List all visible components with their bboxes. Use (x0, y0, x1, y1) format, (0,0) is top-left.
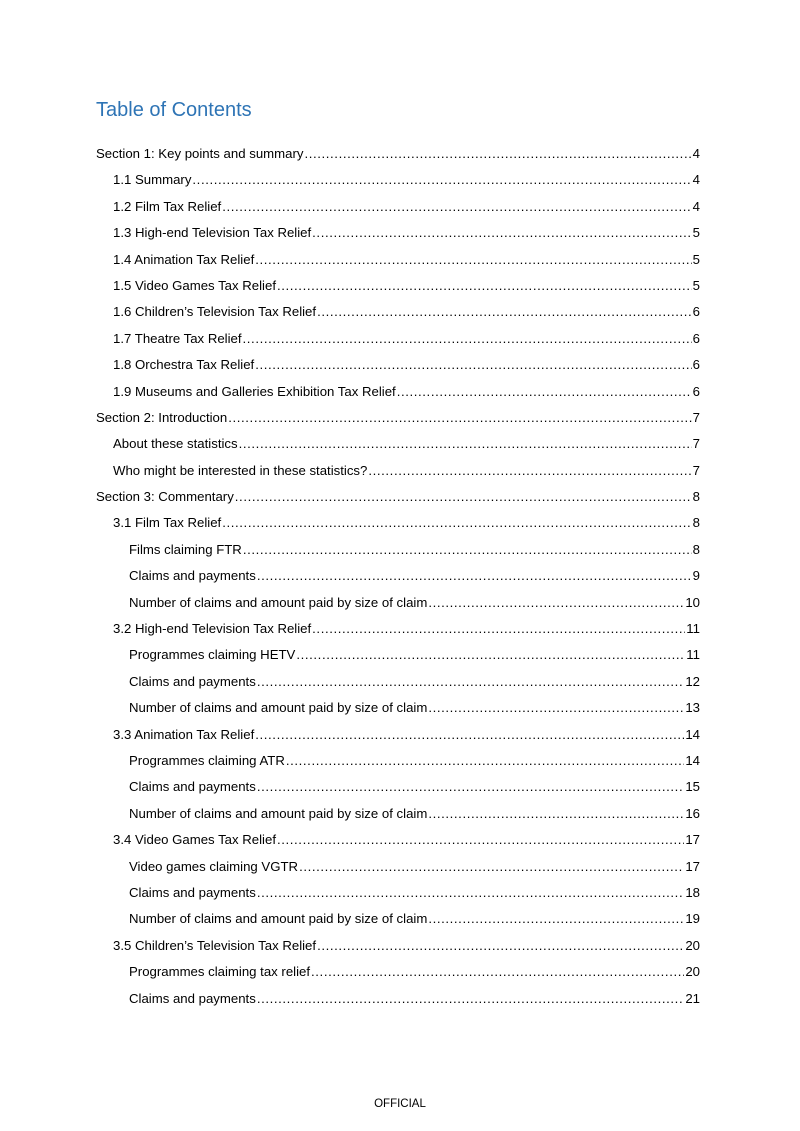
dot-leader (286, 751, 684, 771)
toc-entry[interactable] (96, 302, 700, 328)
toc-entry-page-number[interactable]: 6 (692, 304, 700, 320)
toc-entry-title[interactable]: 1.3 High-end Television Tax Relief (113, 225, 312, 241)
dot-leader (428, 909, 684, 929)
dot-leader (243, 329, 692, 349)
toc-entry-page-number[interactable]: 6 (692, 330, 700, 346)
toc-entry-title[interactable]: 1.7 Theatre Tax Relief (113, 330, 242, 346)
toc-entry-title[interactable]: 1.6 Children’s Television Tax Relief (113, 304, 317, 320)
toc-entry[interactable] (96, 725, 700, 751)
toc-entry-page-number[interactable]: 12 (685, 673, 700, 689)
dot-leader (397, 382, 692, 402)
toc-entry-page-number[interactable]: 11 (686, 647, 700, 663)
toc-entry[interactable] (96, 540, 700, 566)
toc-entry[interactable] (96, 144, 700, 170)
toc-entry-title[interactable]: Video games claiming VGTR (129, 858, 299, 874)
toc-entry-title[interactable]: 1.2 Film Tax Relief (113, 198, 222, 214)
toc-entry-title[interactable]: Programmes claiming tax relief (129, 964, 311, 980)
toc-heading: Table of Contents (96, 99, 252, 121)
toc-entry[interactable] (96, 777, 700, 803)
toc-entry[interactable] (96, 830, 700, 856)
toc-entry-title[interactable]: Programmes claiming ATR (129, 752, 285, 768)
toc-entry-title[interactable]: Section 1: Key points and summary (96, 146, 304, 161)
toc-entry[interactable] (96, 857, 700, 883)
dot-leader (317, 936, 684, 956)
dot-leader (368, 461, 691, 481)
toc-entry-page-number[interactable]: 5 (692, 251, 700, 267)
toc-entry-page-number[interactable]: 8 (692, 541, 700, 557)
footer-classification: OFFICIAL (374, 1098, 426, 1110)
toc-entry-title[interactable]: 3.5 Children’s Television Tax Relief (113, 937, 317, 953)
toc-entry-title[interactable]: 1.9 Museums and Galleries Exhibition Tax Relief (113, 383, 396, 399)
dot-leader (255, 250, 691, 270)
toc-entry[interactable] (96, 170, 700, 196)
toc-entry[interactable] (96, 250, 700, 276)
toc-entry-page-number[interactable]: 5 (692, 225, 700, 241)
toc-entry-title[interactable]: 3.3 Animation Tax Relief (113, 726, 255, 742)
toc-entry[interactable] (96, 513, 700, 539)
toc-entry[interactable] (96, 883, 700, 909)
toc-entry[interactable] (96, 382, 700, 408)
toc-entry-title[interactable]: Number of claims and amount paid by size of claim (129, 700, 428, 716)
toc-entry-page-number[interactable]: 18 (685, 884, 700, 900)
toc-entry-title[interactable]: 1.8 Orchestra Tax Relief (113, 357, 255, 373)
toc-entry[interactable] (96, 936, 700, 962)
dot-leader (243, 540, 692, 560)
dot-leader (428, 698, 684, 718)
toc-entry-page-number[interactable]: 4 (692, 146, 700, 161)
toc-entry-title[interactable]: Section 3: Commentary (96, 489, 234, 505)
toc-list (96, 144, 700, 1015)
dot-leader (257, 989, 685, 1009)
toc-entry-title[interactable]: Number of claims and amount paid by size of claim (129, 911, 428, 927)
toc-entry-page-number[interactable]: 14 (685, 726, 700, 742)
toc-entry-title[interactable]: Claims and payments (129, 673, 256, 689)
dot-leader (304, 144, 691, 164)
toc-entry-page-number[interactable]: 14 (685, 752, 700, 768)
dot-leader (255, 725, 684, 745)
toc-entry-title[interactable]: About these statistics (113, 436, 238, 452)
toc-entry-title[interactable]: Claims and payments (129, 884, 256, 900)
toc-entry[interactable] (96, 989, 700, 1015)
toc-entry-page-number[interactable]: 9 (692, 568, 700, 584)
toc-entry-page-number[interactable]: 20 (685, 937, 700, 953)
toc-entry-page-number[interactable]: 19 (685, 911, 700, 927)
toc-entry-page-number[interactable]: 5 (692, 277, 700, 293)
dot-leader (257, 566, 692, 586)
toc-entry-page-number[interactable]: 8 (692, 515, 700, 531)
toc-entry-title[interactable]: Claims and payments (129, 990, 256, 1006)
toc-entry-page-number[interactable]: 20 (685, 964, 700, 980)
toc-entry-page-number[interactable]: 4 (692, 198, 700, 214)
toc-entry[interactable] (96, 909, 700, 935)
toc-entry[interactable] (96, 804, 700, 830)
toc-entry-page-number[interactable]: 6 (692, 383, 700, 399)
dot-leader (312, 223, 691, 243)
toc-entry-title[interactable]: Films claiming FTR (129, 541, 242, 557)
toc-entry-page-number[interactable]: 16 (685, 805, 700, 821)
dot-leader (312, 619, 685, 639)
toc-entry[interactable] (96, 329, 700, 355)
toc-entry[interactable] (96, 566, 700, 592)
toc-entry-page-number[interactable]: 17 (685, 832, 700, 848)
dot-leader (222, 197, 691, 217)
toc-entry-title[interactable]: Number of claims and amount paid by size of claim (129, 594, 428, 610)
toc-entry-page-number[interactable]: 10 (685, 594, 700, 610)
toc-entry-page-number[interactable]: 11 (686, 621, 700, 637)
toc-entry-page-number[interactable]: 8 (692, 489, 700, 505)
toc-entry-title[interactable]: 1.5 Video Games Tax Relief (113, 277, 276, 293)
toc-entry-title[interactable]: Claims and payments (129, 779, 256, 795)
toc-entry[interactable] (96, 223, 700, 249)
toc-entry-title[interactable]: 1.1 Summary (113, 172, 192, 188)
toc-entry-page-number[interactable]: 7 (692, 436, 700, 452)
dot-leader (255, 355, 691, 375)
toc-entry[interactable] (96, 434, 700, 460)
toc-entry-page-number[interactable]: 17 (685, 858, 700, 874)
toc-entry-title[interactable]: Claims and payments (129, 568, 256, 584)
toc-entry-title[interactable]: Section 2: Introduction (96, 409, 228, 425)
dot-leader (428, 593, 684, 613)
dot-leader (235, 487, 692, 507)
dot-leader (277, 276, 692, 296)
dot-leader (299, 857, 684, 877)
toc-entry-page-number[interactable]: 7 (692, 462, 700, 478)
toc-entry-title[interactable]: 3.2 High-end Television Tax Relief (113, 621, 312, 637)
dot-leader (296, 645, 685, 665)
dot-leader (192, 170, 691, 190)
dot-leader (257, 672, 685, 692)
dot-leader (239, 434, 692, 454)
dot-leader (277, 830, 684, 850)
toc-entry[interactable] (96, 672, 700, 698)
toc-entry[interactable] (96, 276, 700, 302)
toc-entry[interactable] (96, 619, 700, 645)
toc-entry-title[interactable]: Number of claims and amount paid by size of claim (129, 805, 428, 821)
toc-entry-title[interactable]: 3.1 Film Tax Relief (113, 515, 222, 531)
toc-entry[interactable] (96, 197, 700, 223)
toc-entry-page-number[interactable]: 15 (685, 779, 700, 795)
toc-entry[interactable] (96, 593, 700, 619)
toc-entry-page-number[interactable]: 6 (692, 357, 700, 373)
toc-entry-title[interactable]: 3.4 Video Games Tax Relief (113, 832, 276, 848)
toc-entry[interactable] (96, 355, 700, 381)
dot-leader (228, 408, 691, 428)
toc-entry[interactable] (96, 408, 700, 434)
dot-leader (222, 513, 691, 533)
toc-entry-page-number[interactable]: 4 (692, 172, 700, 188)
toc-entry-page-number[interactable]: 21 (685, 990, 700, 1006)
dot-leader (317, 302, 692, 322)
toc-entry-page-number[interactable]: 7 (692, 409, 700, 425)
toc-entry-page-number[interactable]: 13 (685, 700, 700, 716)
dot-leader (257, 883, 685, 903)
dot-leader (311, 962, 684, 982)
toc-entry-title[interactable]: 1.4 Animation Tax Relief (113, 251, 255, 267)
toc-entry[interactable] (96, 698, 700, 724)
toc-entry[interactable] (96, 487, 700, 513)
toc-entry[interactable] (96, 751, 700, 777)
toc-entry[interactable] (96, 461, 700, 487)
dot-leader (257, 777, 685, 797)
dot-leader (428, 804, 684, 824)
toc-entry[interactable] (96, 962, 700, 988)
toc-entry-title[interactable]: Who might be interested in these statistics? (113, 462, 368, 478)
toc-entry-title[interactable]: Programmes claiming HETV (129, 647, 296, 663)
toc-entry[interactable] (96, 645, 700, 671)
